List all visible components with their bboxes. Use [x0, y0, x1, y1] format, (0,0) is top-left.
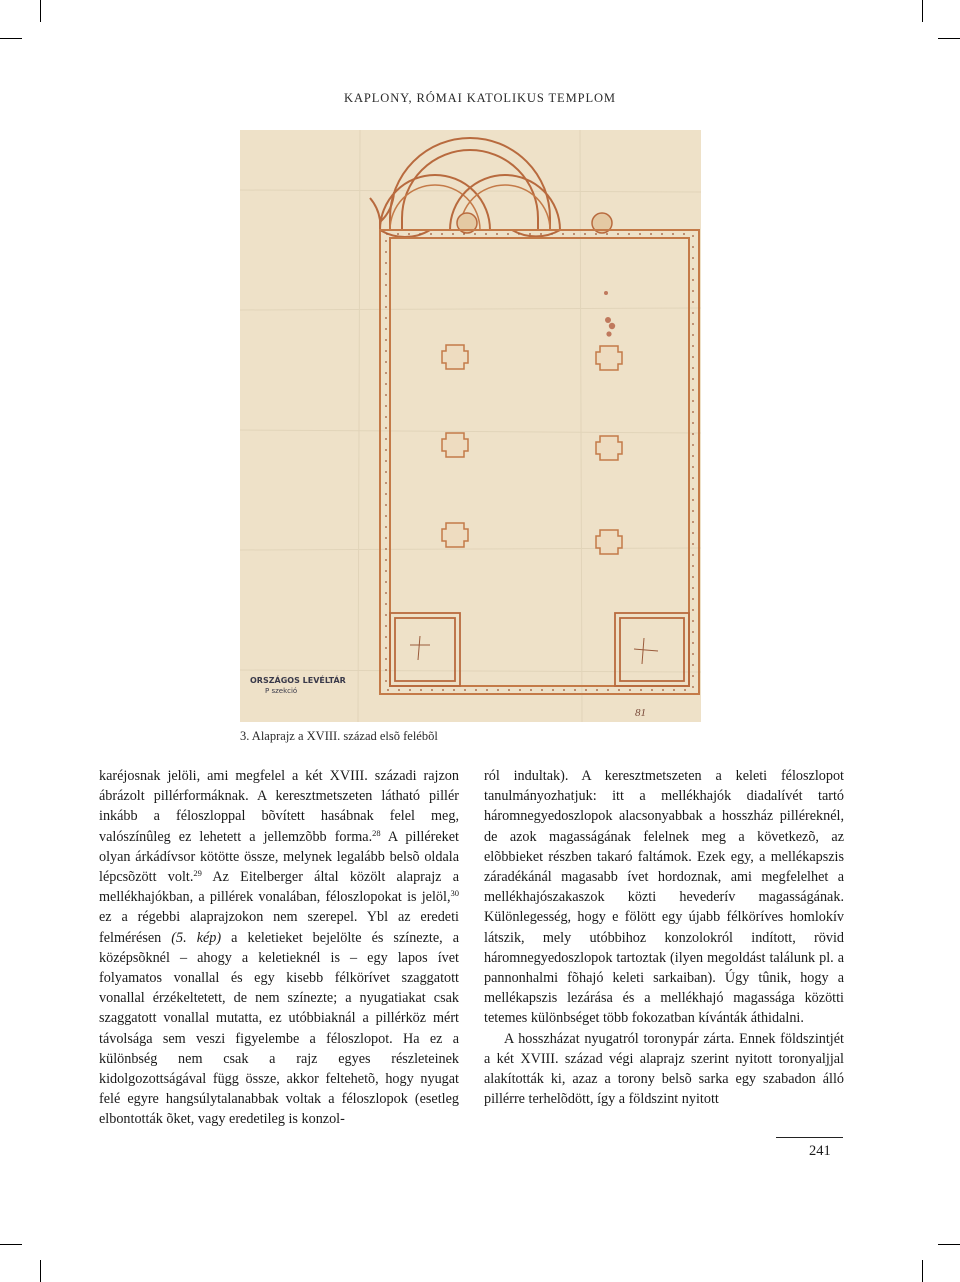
footnote-ref-30: 30 — [450, 888, 459, 899]
page-number: 241 — [809, 1143, 831, 1159]
pier-north-1 — [442, 345, 468, 369]
crop-mark-bottom-right-h — [938, 1244, 960, 1245]
figure-reference: (5. kép) — [171, 929, 222, 946]
floor-plan-figure — [240, 130, 701, 722]
pier-north-3 — [442, 523, 468, 547]
footnote-ref-28: 28 — [372, 827, 381, 838]
right-paragraph-2: A hosszházat nyugatról toronypár zárta. Ennek földszintjét a két XVIII. század végi alaprajz szerint nyitott toronyaljjal alakították ki, azaz a torony belsõ sarka egy szabadon álló pillérre terhelõdött, így a földszint nyitott — [484, 1030, 844, 1108]
floor-plan-drawing — [240, 130, 701, 722]
crop-mark-top-left-v — [40, 0, 41, 22]
right-column — [484, 766, 844, 1109]
pier-south-1 — [596, 346, 622, 370]
page-number-rule — [776, 1137, 843, 1138]
stamp-line-2: P szekció — [265, 687, 298, 695]
sheet-number: 81 — [635, 707, 646, 719]
pier-south-3 — [596, 530, 622, 554]
pier-north-2 — [442, 433, 468, 457]
crop-mark-top-right-h — [938, 38, 960, 39]
crop-mark-top-left-h — [0, 38, 22, 39]
crop-mark-bottom-left-v — [40, 1260, 41, 1282]
crop-mark-bottom-left-h — [0, 1244, 22, 1245]
left-paragraph: karéjosnak jelöli, ami megfelel a két XVIII. századi rajzon ábrázolt pillérformáknak. A keresztmetszeten látható pillér inkább a féloszloppal bõvített hasábnak felel meg, valószínûleg ez lehetett a jellemzõbb forma.$^{28}$ A pilléreket olyan árkádívsor kötötte össze, melynek legalább belsõ oldala lépcsõzött volt.$^{29}$ Az Eitelberger által közölt alaprajz a mellékhajókban, a pillérek vonalában, féloszlopokat is jelöl,$^{30}$ ez a régebbi alaprajzokon nem szerepel. Ybl az eredeti felmérésen (5. kép) a keletieket bejelölte és színezte, a középsõknél – ahogy a keletieknél is – egy lapos ívet folyamatos vonallal és egy kisebb félkörívet szaggatott vonallal érzékeltetett, de nem színezte; a nyugatiakat csak szaggatott vonallal mutatta, ez utóbbiaknál a pillérköz mért távolsága sem veszi figyelembe a féloszlopot. Ha ez a különbség nem csak a rajz egyes részleteinek kidolgozottságával függ össze, akkor feltehetõ, hogy nyugat felé egyre hangsúlytalanabbak voltak a féloszlopok (esetleg elbontották õket, vagy eredetileg is konzol- — [99, 768, 460, 1128]
crop-mark-bottom-right-v — [922, 1260, 923, 1282]
figure-caption: 3. Alaprajz a XVIII. század elsõ felébõl — [240, 729, 438, 743]
right-paragraph-1: ról indultak). A keresztmetszeten a keleti féloszlopot tanulmányozhatjuk: itt a mellékhajók diadalívét tartó háromnegyedoszlopok alacsonyabbak a hosszház pilléreknél, de azok magasságának felelnek meg a következõ, az elõbbieket részben takaró faltámok. Ezek egy, a mellékapszis záradékánál magasabb ívet hordoznak, ami megfelelhet a mellékhajószakaszok közti hevederív magasságának. Különlegesség, hogy e fölött egy újabb félköríves homlokív látszik, mely utóbbihoz konzolokról indított, rövid háromnegyedoszlopok tartoztak (ilyen megoldást találunk pl. a pannonhalmi fõhajó keleti sarkaiban). Úgy tûnik, hogy a mellékapszis lezárása és a mellékhajó magassága közötti tetemes különbséget több fokozatban kívánták áthidalni. — [484, 768, 844, 1027]
running-header: KAPLONY, RÓMAI KATOLIKUS TEMPLOM — [344, 91, 616, 105]
pier-south-2 — [596, 436, 622, 460]
left-column — [99, 766, 459, 1130]
stamp-line-1: ORSZÁGOS LEVÉLTÁR — [250, 676, 346, 685]
footnote-ref-29: 29 — [193, 868, 202, 879]
crop-mark-top-right-v — [922, 0, 923, 22]
